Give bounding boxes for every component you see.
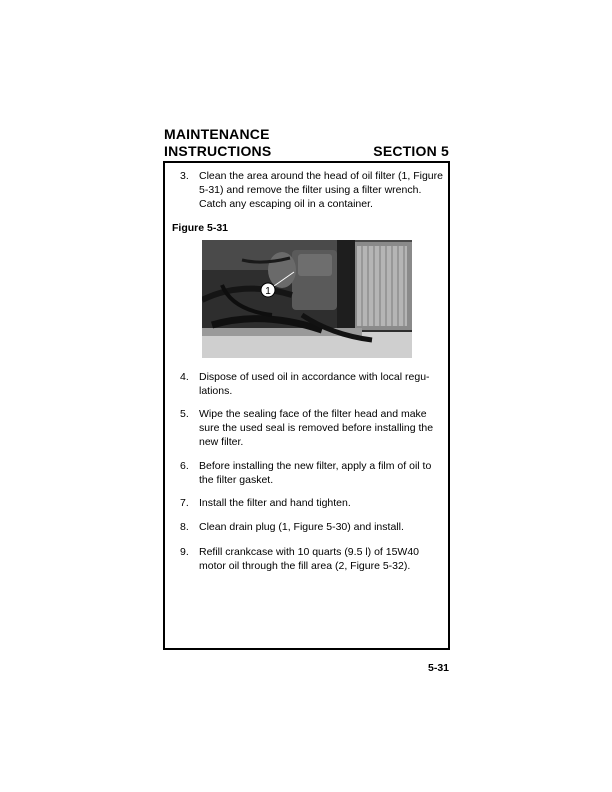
step-item [180,407,444,449]
step-item [180,459,444,487]
step-number: 9. [180,546,189,558]
step-item [180,169,444,211]
callout-label: 1 [265,286,271,297]
step-item [180,496,444,510]
page-title [164,126,271,160]
section-label: SECTION 5 [373,143,449,159]
step-number: 4. [180,371,189,383]
step-text: Wipe the sealing face of the filter head and make sure the used seal is removed before installing the new filter. [199,408,434,448]
title-line-2: INSTRUCTIONS [164,143,272,159]
title-line-1: MAINTENANCE [164,126,270,142]
step-number: 5. [180,408,189,420]
engine-oil-filter-photo [202,240,412,358]
step-number: 8. [180,521,189,533]
step-item [180,520,444,534]
step-text: Refill crankcase with 10 quarts (9.5 l) of 15W40 motor oil through the fill area (2, Figure 5-32). [199,546,420,572]
step-text: Before installing the new filter, apply a film of oil to the filter gasket. [199,460,432,486]
content-box [163,161,450,650]
step-text: Install the filter and hand tighten. [199,497,351,509]
step-text: Clean drain plug (1, Figure 5-30) and install. [199,521,404,533]
step-number: 6. [180,460,189,472]
step-text: Clean the area around the head of oil filter (1, Figure 5-31) and remove the filter using a filter wrench. Catch any escaping oil in a container. [199,170,443,210]
step-text: Dispose of used oil in accordance with local regu-lations. [199,371,430,397]
page-number: 5-31 [427,662,449,674]
step-number: 7. [180,497,189,509]
step-item [180,545,444,573]
figure-caption: Figure 5-31 [172,222,229,234]
step-item [180,370,444,398]
step-number: 3. [180,170,189,182]
